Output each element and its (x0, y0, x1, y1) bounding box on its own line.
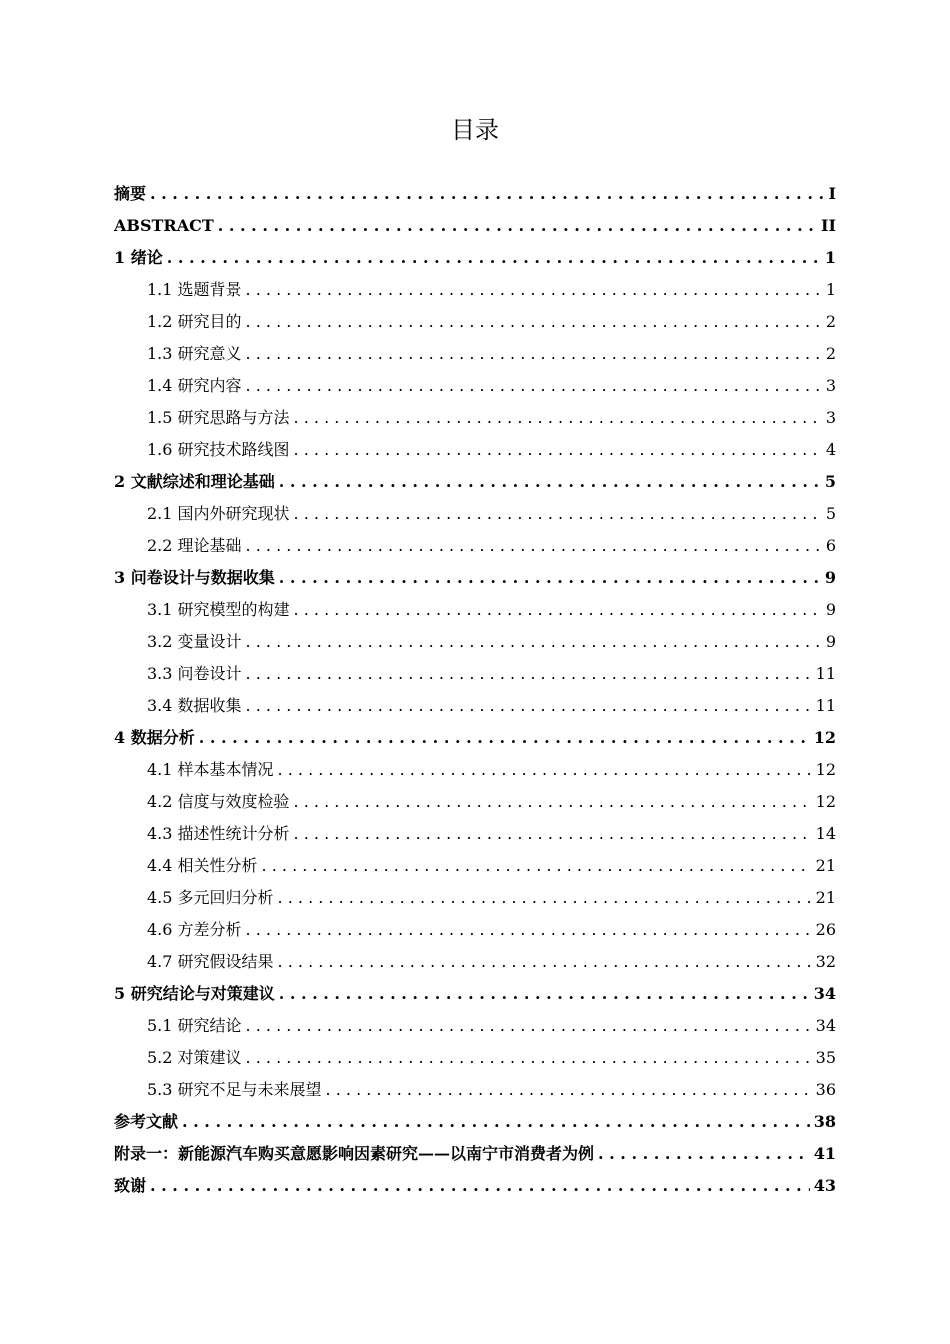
toc-entry-page-number: 4 (825, 440, 836, 459)
toc-dot-leader (246, 306, 822, 338)
toc-entry-label: 致谢 (114, 1176, 147, 1195)
toc-dot-leader (278, 946, 812, 978)
toc-entry-page-number: 36 (815, 1080, 836, 1099)
toc-entry-page-number: 32 (815, 952, 836, 971)
toc-entry[interactable] (114, 914, 836, 946)
toc-entry-label: 2 文献综述和理论基础 (114, 472, 275, 491)
toc-entry-label: 5.1 研究结论 (147, 1016, 242, 1035)
toc-entry-label: 3.4 数据收集 (147, 696, 242, 715)
toc-dot-leader (262, 850, 812, 882)
toc-entry-label: 4.7 研究假设结果 (147, 952, 274, 971)
toc-entry[interactable] (114, 1042, 836, 1074)
toc-dot-leader (246, 274, 822, 306)
toc-entry[interactable] (114, 338, 836, 370)
toc-entry[interactable] (114, 690, 836, 722)
toc-entry-page-number: 5 (825, 504, 836, 523)
toc-dot-leader (294, 594, 822, 626)
toc-dot-leader (246, 690, 812, 722)
toc-entry-page-number: 41 (813, 1144, 836, 1163)
toc-entry-page-number: 12 (815, 792, 836, 811)
table-of-contents (114, 178, 836, 1202)
toc-entry-page-number: 1 (825, 280, 836, 299)
toc-entry-page-number: 11 (815, 696, 836, 715)
toc-entry-page-number: 2 (825, 344, 836, 363)
toc-entry[interactable] (114, 498, 836, 530)
toc-dot-leader (246, 338, 822, 370)
toc-entry-label: 附录一：新能源汽车购买意愿影响因素研究——以南宁市消费者为例 (114, 1144, 595, 1163)
toc-entry-page-number: 12 (813, 728, 836, 747)
toc-dot-leader (279, 466, 821, 498)
toc-dot-leader (294, 498, 822, 530)
toc-entry[interactable] (114, 434, 836, 466)
toc-entry[interactable] (114, 722, 836, 754)
toc-dot-leader (182, 1106, 810, 1138)
toc-entry-label: 5.3 研究不足与未来展望 (147, 1080, 322, 1099)
toc-entry[interactable] (114, 562, 836, 594)
toc-entry[interactable] (114, 754, 836, 786)
toc-dot-leader (199, 722, 810, 754)
toc-dot-leader (150, 1170, 810, 1202)
toc-entry-label: 1.1 选题背景 (147, 280, 242, 299)
toc-entry-label: 3.1 研究模型的构建 (147, 600, 290, 619)
toc-entry[interactable] (114, 466, 836, 498)
toc-entry[interactable] (114, 626, 836, 658)
toc-dot-leader (167, 242, 821, 274)
toc-dot-leader (246, 530, 822, 562)
toc-entry-page-number: 11 (815, 664, 836, 683)
toc-dot-leader (294, 818, 812, 850)
toc-entry-label: ABSTRACT (114, 216, 214, 235)
toc-entry-page-number: 6 (825, 536, 836, 555)
toc-entry[interactable] (114, 530, 836, 562)
toc-entry-page-number: 34 (813, 984, 836, 1003)
toc-entry-label: 1.4 研究内容 (147, 376, 242, 395)
toc-entry-page-number: 21 (815, 888, 836, 907)
toc-entry[interactable] (114, 210, 836, 242)
toc-entry[interactable] (114, 274, 836, 306)
toc-entry-page-number: 1 (824, 248, 836, 267)
toc-entry-page-number: II (821, 216, 836, 235)
toc-entry[interactable] (114, 370, 836, 402)
toc-entry-label: 4 数据分析 (114, 728, 195, 747)
toc-entry-label: 4.2 信度与效度检验 (147, 792, 290, 811)
toc-entry-page-number: 5 (824, 472, 836, 491)
toc-dot-leader (246, 626, 822, 658)
toc-dot-leader (294, 402, 822, 434)
toc-entry[interactable] (114, 1170, 836, 1202)
toc-dot-leader (246, 1010, 812, 1042)
toc-entry[interactable] (114, 658, 836, 690)
toc-entry-label: 1.2 研究目的 (147, 312, 242, 331)
toc-entry-label: 3.2 变量设计 (147, 632, 242, 651)
toc-entry[interactable] (114, 306, 836, 338)
toc-dot-leader (294, 786, 812, 818)
toc-dot-leader (279, 978, 810, 1010)
toc-entry-page-number: 38 (813, 1112, 836, 1131)
toc-entry-label: 1 绪论 (114, 248, 163, 267)
toc-entry[interactable] (114, 882, 836, 914)
toc-entry-page-number: 43 (813, 1176, 836, 1195)
toc-entry-label: 摘要 (114, 184, 147, 203)
toc-entry[interactable] (114, 178, 836, 210)
toc-entry-label: 4.1 样本基本情况 (147, 760, 274, 779)
toc-entry-label: 2.1 国内外研究现状 (147, 504, 290, 523)
toc-dot-leader (246, 914, 812, 946)
toc-entry[interactable] (114, 402, 836, 434)
toc-entry-label: 1.6 研究技术路线图 (147, 440, 290, 459)
toc-entry-label: 4.3 描述性统计分析 (147, 824, 290, 843)
toc-entry[interactable] (114, 978, 836, 1010)
toc-dot-leader (246, 1042, 812, 1074)
toc-entry-page-number: I (828, 184, 836, 203)
toc-dot-leader (150, 178, 825, 210)
page-title: 目录 (451, 116, 499, 144)
toc-entry[interactable] (114, 946, 836, 978)
toc-dot-leader (598, 1138, 810, 1170)
toc-dot-leader (246, 370, 822, 402)
toc-dot-leader (218, 210, 817, 242)
toc-entry-page-number: 2 (825, 312, 836, 331)
toc-entry-label: 3.3 问卷设计 (147, 664, 242, 683)
toc-entry-label: 4.6 方差分析 (147, 920, 242, 939)
toc-entry-page-number: 35 (815, 1048, 836, 1067)
toc-entry[interactable] (114, 242, 836, 274)
toc-entry-label: 4.4 相关性分析 (147, 856, 258, 875)
toc-entry[interactable] (114, 1138, 836, 1170)
toc-entry-page-number: 34 (815, 1016, 836, 1035)
toc-entry[interactable] (114, 1010, 836, 1042)
toc-entry[interactable] (114, 594, 836, 626)
toc-entry[interactable] (114, 1074, 836, 1106)
toc-entry[interactable] (114, 850, 836, 882)
toc-entry-label: 4.5 多元回归分析 (147, 888, 274, 907)
toc-entry-page-number: 3 (825, 408, 836, 427)
toc-entry-label: 1.5 研究思路与方法 (147, 408, 290, 427)
toc-entry[interactable] (114, 818, 836, 850)
toc-entry-page-number: 12 (815, 760, 836, 779)
toc-entry-page-number: 26 (815, 920, 836, 939)
toc-entry-page-number: 9 (825, 600, 836, 619)
toc-dot-leader (294, 434, 822, 466)
toc-entry-page-number: 21 (815, 856, 836, 875)
toc-entry[interactable] (114, 1106, 836, 1138)
toc-entry-label: 1.3 研究意义 (147, 344, 242, 363)
toc-dot-leader (278, 754, 812, 786)
toc-entry-label: 参考文献 (114, 1112, 179, 1131)
toc-dot-leader (326, 1074, 812, 1106)
toc-entry[interactable] (114, 786, 836, 818)
toc-entry-label: 5 研究结论与对策建议 (114, 984, 275, 1003)
toc-entry-label: 2.2 理论基础 (147, 536, 242, 555)
toc-entry-page-number: 9 (824, 568, 836, 587)
toc-dot-leader (246, 658, 812, 690)
toc-entry-page-number: 14 (815, 824, 836, 843)
toc-entry-page-number: 3 (825, 376, 836, 395)
toc-entry-page-number: 9 (825, 632, 836, 651)
toc-entry-label: 3 问卷设计与数据收集 (114, 568, 275, 587)
toc-dot-leader (279, 562, 821, 594)
toc-entry-label: 5.2 对策建议 (147, 1048, 242, 1067)
toc-dot-leader (278, 882, 812, 914)
